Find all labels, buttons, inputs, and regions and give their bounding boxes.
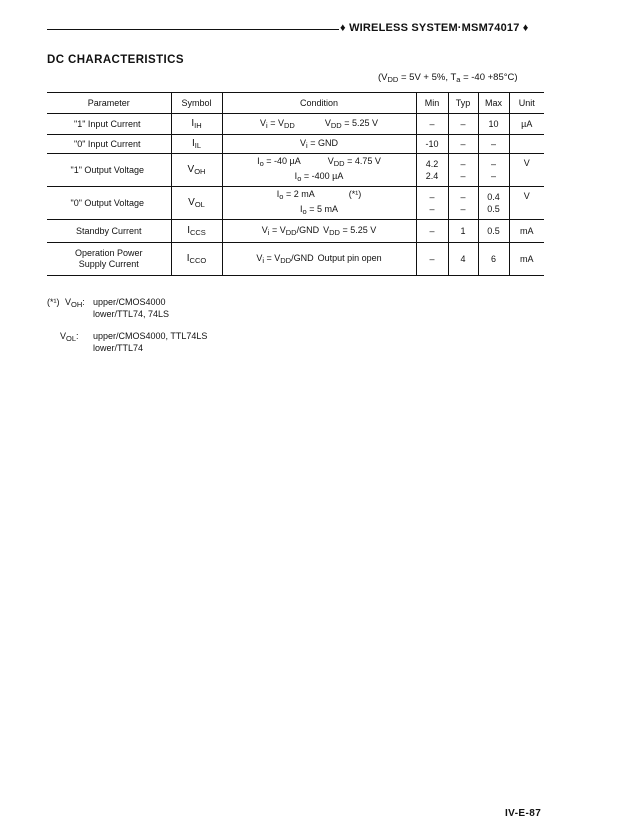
footnotes [47, 296, 208, 354]
max-cell: 6 [478, 243, 509, 276]
typ-cell: – – [448, 187, 478, 220]
col-header-parameter: Parameter [47, 93, 171, 114]
symbol-cell: $I_{IL}$ [171, 135, 222, 154]
max-cell: 0.4 0.5 [478, 187, 509, 220]
col-header-condition: Condition [222, 93, 416, 114]
param-cell: "1" Input Current [74, 118, 141, 129]
typ-cell: 1 [448, 220, 478, 243]
min-cell: – [416, 243, 448, 276]
col-header-symbol: Symbol [171, 93, 222, 114]
symbol-cell: $I_{CCS}$ [171, 220, 222, 243]
condition-cell: $V_i$ = GND [222, 135, 416, 154]
typ-cell: – – [448, 154, 478, 187]
typ-cell: – [448, 135, 478, 154]
condition-cell: $V_i = V_{DD}/GND$ $V_{DD} = 5.25$ V [222, 220, 416, 243]
max-cell: – – [478, 154, 509, 187]
min-cell: – [416, 114, 448, 135]
footnote-voh-line2: lower/TTL74, 74LS [93, 309, 170, 319]
test-conditions: ($V_{DD} = 5V + 5\%$, $T_a = -40 +85^\circ C$) [378, 72, 518, 84]
footnote-marker: (*¹) [47, 297, 60, 307]
unit-cell: V [509, 187, 544, 220]
typ-cell: – [448, 114, 478, 135]
param-cell: "0" Output Voltage [70, 197, 144, 208]
symbol-cell: $I_{IH}$ [171, 114, 222, 135]
param-cell: Standby Current [75, 225, 142, 236]
page-header: ♦ WIRELESS SYSTEM·MSM74017 ♦ [340, 22, 529, 34]
min-cell: 4.2 2.4 [416, 154, 448, 187]
min-cell: – – [416, 187, 448, 220]
footnote-vol-line2: lower/TTL74 [93, 343, 144, 353]
min-cell: -10 [416, 135, 448, 154]
typ-cell: 4 [448, 243, 478, 276]
col-header-unit: Unit [509, 93, 544, 114]
table-row [47, 114, 544, 135]
table-header-row [47, 93, 544, 114]
condition-cell: $V_i = V_{DD}/GND$ Output pin open [222, 243, 416, 276]
param-cell: "0" Input Current [74, 138, 141, 149]
unit-cell: mA [509, 220, 544, 243]
header-rule [47, 29, 339, 30]
page-number: IV-E-87 [505, 808, 542, 819]
max-cell: – [478, 135, 509, 154]
unit-cell [509, 135, 544, 154]
table-row [47, 220, 544, 243]
table-row [47, 135, 544, 154]
max-cell: 0.5 [478, 220, 509, 243]
unit-cell: mA [509, 243, 544, 276]
condition-cell: $V_i = V_{DD}$ $V_{DD} = 5.25$ V [222, 114, 416, 135]
footnote-vol-line1: $V_{OL}$: upper/CMOS4000, TTL74LS [60, 331, 208, 343]
min-cell: – [416, 220, 448, 243]
param-cell: "1" Output Voltage [70, 164, 144, 175]
dc-characteristics-table [47, 92, 544, 276]
footnote-voh-line1: (*¹) $V_{OH}$: upper/CMOS4000 [47, 297, 166, 309]
table-row [47, 187, 544, 220]
col-header-typ: Typ [448, 93, 478, 114]
max-cell: 10 [478, 114, 509, 135]
symbol-cell: $V_{OH}$ [171, 154, 222, 187]
unit-cell: V [509, 154, 544, 187]
param-cell: Operation Power Supply Current [74, 248, 143, 269]
col-header-min: Min [416, 93, 448, 114]
symbol-cell: $V_{OL}$ [171, 187, 222, 220]
symbol-cell: $I_{CCO}$ [171, 243, 222, 276]
section-title: DC CHARACTERISTICS [47, 54, 184, 66]
condition-cell: $I_o = -40$ µA $V_{DD} = 4.75$ V $I_o = -400$ µA [222, 154, 416, 187]
condition-cell: $I_o = 2$ mA (*¹) $I_o = 5$ mA [222, 187, 416, 220]
unit-cell: µA [509, 114, 544, 135]
col-header-max: Max [478, 93, 509, 114]
table-row [47, 154, 544, 187]
table-row [47, 243, 544, 276]
